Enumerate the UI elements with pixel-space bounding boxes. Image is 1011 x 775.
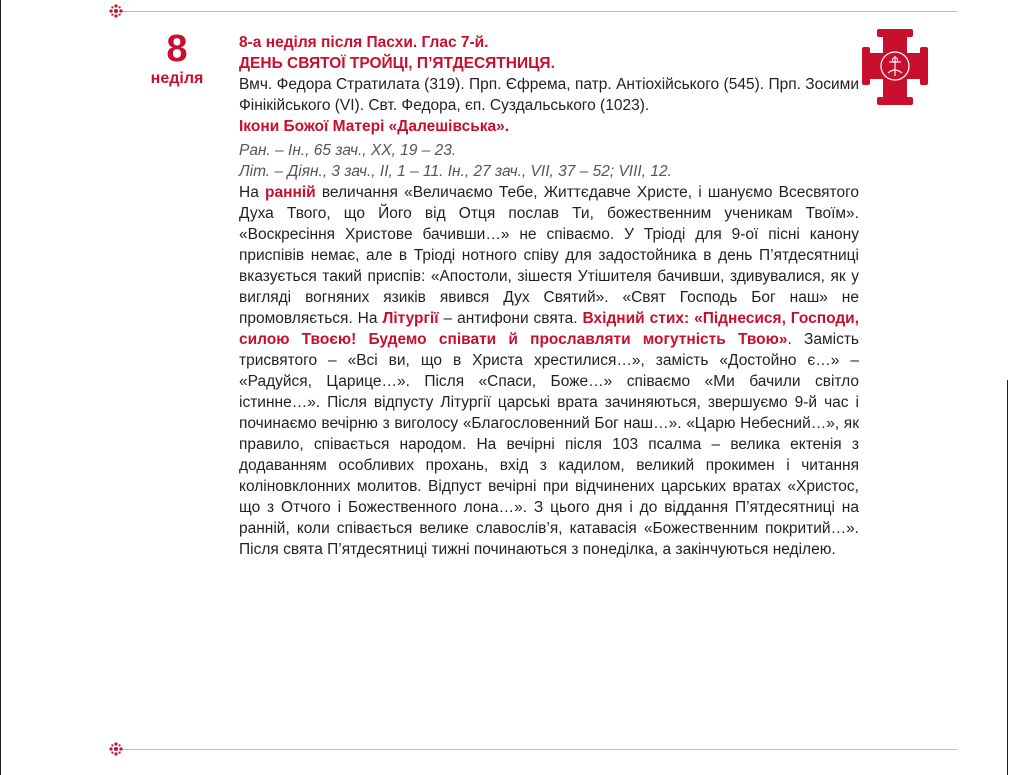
body-text: На <box>239 184 265 201</box>
entrance-verse: Вхідний стих: «Піднесися, Господи, силою Твоєю! Будемо співати й прославляти могутність Твою» <box>239 310 860 348</box>
feast-heading-line1: 8-а неділя після Пасхи. Глас 7-й. <box>239 34 489 51</box>
bottom-divider <box>119 749 957 750</box>
page-border-right <box>1007 380 1008 775</box>
top-divider <box>119 11 957 12</box>
body-text: . Замість трисвятого – «Всі ви, що в Христа хрестилися…», замість «Достойно є…» – «Радуйся, Царице…». Після «Спаси, Боже…» співаємо «Ми бачили світло істинне…». Після відпусту Літургії царські врата зачиняються, звершуємо 9-й час і починаємо вечірню з виголосу «Благословенний Бог наш…». «Царю Небесний…», як правило, співається народом. На вечірні після 103 псалма – велика ектенія з додаванням особливих прохань, вхід з кадилом, великий прокимен і читання коліновклонних молитов. Відпуст вечірні при відчинених царських вратах «Христос, що з Отчого і Божественного лона…». З цього дня і до віддання П’ятдесятниці на ранній, коли співається велике славослів’я, катавасія «Божественним покритий…». Після свята П’ятдесятниці тижні починаються з понеділка, а закінчуються неділею. <box>239 331 859 558</box>
day-entry <box>239 32 859 560</box>
emphasis-early: ранній <box>265 184 316 201</box>
ornament-icon <box>109 4 123 18</box>
saints-commemoration: Вмч. Федора Стратилата (319). Прп. Єфрема, патр. Антіохійського (545). Прп. Зосими Фінікійського (VI). Свт. Федора, єп. Суздальського (1023). <box>239 76 859 114</box>
body-text: величання «Величаємо Тебе, Життєдавче Христе, і шануємо Всесвятого Духа Твого, що Його від Отця послав Ти, божественним ученикам Твоїм». «Воскресіння Христове бачивши…» не співаємо. У Тріоді для 9-ої пісні канону приспівів немає, але в Тріоді нотного співу для задостойника в день П’ятдесятниці вказується такий приспів: «Апостоли, зішестя Утішителя бачивши, здивувалися, як у вигляді вогняних язиків явився Дух Святий». «Свят Господь Бог наш» не промовляється. На <box>239 184 860 327</box>
reading-liturgy: Літ. – Діян., 3 зач., ІІ, 1 – 11. Ін., 27 зач., VІІ, 37 – 52; VІІІ, 12. <box>239 163 672 180</box>
rubric-text <box>239 182 859 560</box>
icons-heading: Ікони Божої Матері «Далешівська». <box>239 118 510 135</box>
reading-early: Ран. – Ін., 65 зач., ХХ, 19 – 23. <box>239 142 457 159</box>
page-border-left <box>0 0 1 775</box>
feast-heading-line2: ДЕНЬ СВЯТОЇ ТРОЙЦІ, П’ЯТДЕСЯТНИЦЯ. <box>239 55 555 72</box>
day-label: неділя <box>150 70 204 87</box>
body-text: – антифони свята. <box>438 310 583 327</box>
emphasis-liturgy: Літургії <box>382 310 439 327</box>
day-number: 8 <box>166 28 188 70</box>
cross-emblem-icon <box>862 29 928 105</box>
readings-block <box>239 140 859 182</box>
ornament-icon <box>109 742 123 756</box>
